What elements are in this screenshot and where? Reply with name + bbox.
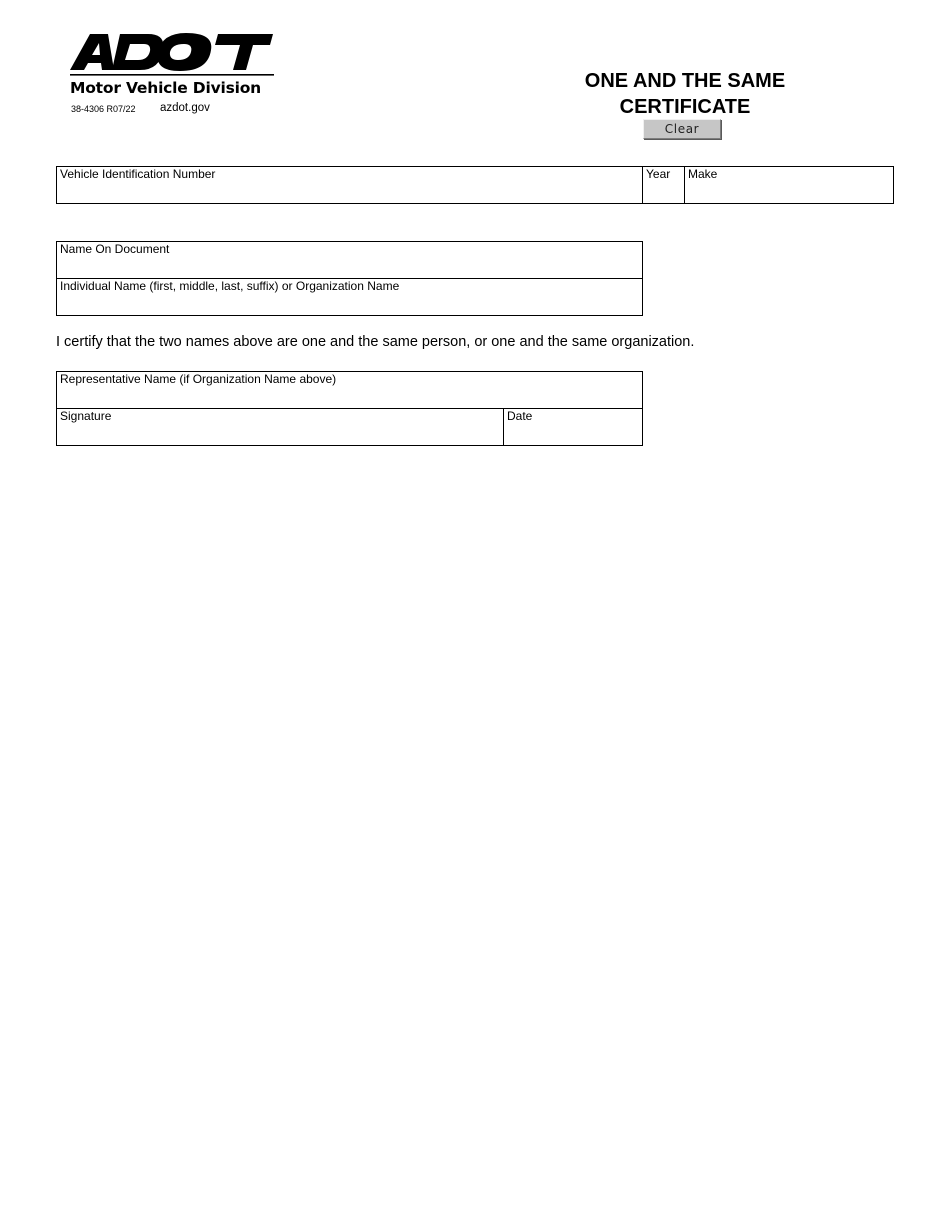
form-title-line1: ONE AND THE SAME: [584, 70, 786, 92]
certification-statement: I certify that the two names above are one and the same person, or one and the same organization.: [56, 334, 695, 350]
individual-name-label: Individual Name (first, middle, last, suffix) or Organization Name: [60, 279, 400, 293]
signature-input[interactable]: [60, 425, 500, 443]
make-input[interactable]: [688, 183, 890, 201]
date-input[interactable]: [507, 425, 639, 443]
vin-label: Vehicle Identification Number: [60, 167, 216, 181]
date-label: Date: [507, 409, 533, 423]
document-name-input[interactable]: [60, 258, 639, 276]
year-input[interactable]: [646, 183, 681, 201]
signature-label: Signature: [60, 409, 112, 423]
clear-button[interactable]: Clear: [643, 119, 721, 139]
form-title: [560, 68, 810, 120]
year-label: Year: [646, 167, 671, 181]
year-cell: [642, 166, 685, 204]
individual-name-input[interactable]: [60, 295, 639, 313]
division-name: Motor Vehicle Division: [70, 79, 262, 97]
signature-cell: [56, 408, 504, 446]
website: azdot.gov: [160, 102, 210, 114]
make-cell: [684, 166, 894, 204]
document-name-cell: [56, 241, 643, 279]
date-cell: [503, 408, 643, 446]
representative-name-cell: [56, 371, 643, 409]
representative-name-label: Representative Name (if Organization Name above): [60, 372, 337, 386]
document-name-label: Name On Document: [60, 242, 170, 256]
representative-name-input[interactable]: [60, 388, 639, 406]
form-number: 38-4306 R07/22: [71, 104, 136, 114]
vin-input[interactable]: [60, 183, 639, 201]
vin-cell: [56, 166, 643, 204]
adot-logo: [68, 30, 278, 78]
individual-name-cell: [56, 278, 643, 316]
make-label: Make: [688, 167, 718, 181]
form-title-line2: CERTIFICATE: [619, 96, 751, 118]
adot-logo-icon: [68, 30, 278, 78]
